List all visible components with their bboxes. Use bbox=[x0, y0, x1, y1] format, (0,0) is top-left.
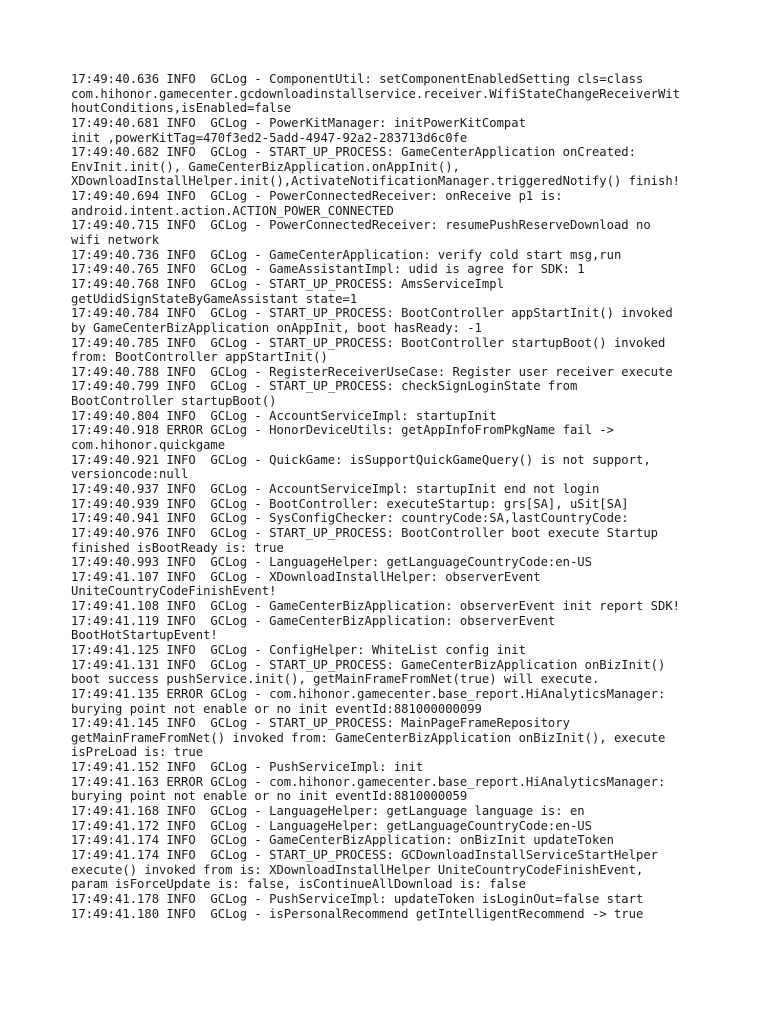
log-line: 17:49:40.799 INFO GCLog - START_UP_PROCESS: checkSignLoginState from bbox=[71, 379, 578, 394]
log-line: 17:49:41.135 ERROR GCLog - com.hihonor.gamecenter.base_report.HiAnalyticsManager: bbox=[71, 686, 666, 701]
log-line: 17:49:41.152 INFO GCLog - PushServiceImpl: init bbox=[71, 760, 424, 775]
log-line: from: BootController appStartInit() bbox=[71, 350, 328, 365]
log-line: 17:49:41.125 INFO GCLog - ConfigHelper: WhiteList config init bbox=[71, 642, 526, 657]
log-line: 17:49:41.119 INFO GCLog - GameCenterBizApplication: observerEvent bbox=[71, 613, 556, 628]
log-line: isPreLoad is: true bbox=[71, 745, 204, 760]
log-line: 17:49:40.976 INFO GCLog - START_UP_PROCESS: BootController boot execute Startup bbox=[71, 525, 658, 540]
log-line: com.hihonor.quickgame bbox=[71, 438, 226, 453]
log-line: 17:49:40.636 INFO GCLog - ComponentUtil: setComponentEnabledSetting cls=class bbox=[71, 72, 644, 86]
log-line: 17:49:41.107 INFO GCLog - XDownloadInstallHelper: observerEvent bbox=[71, 569, 541, 584]
log-line: 17:49:40.785 INFO GCLog - START_UP_PROCESS: BootController startupBoot() invoked bbox=[71, 335, 666, 350]
log-line: 17:49:41.178 INFO GCLog - PushServiceImpl: updateToken isLoginOut=false start bbox=[71, 891, 644, 906]
log-line: 17:49:40.694 INFO GCLog - PowerConnectedReceiver: onReceive p1 is: bbox=[71, 189, 563, 204]
log-line: getMainFrameFromNet() invoked from: GameCenterBizApplication onBizInit(), execute bbox=[71, 730, 666, 745]
log-line: 17:49:40.939 INFO GCLog - BootController: executeStartup: grs[SA], uSit[SA] bbox=[71, 496, 629, 511]
log-line: XDownloadInstallHelper.init(),ActivateNotificationManager.triggeredNotify() finish! bbox=[71, 174, 681, 189]
log-line: burying point not enable or no init eventId:8810000059 bbox=[71, 789, 468, 804]
log-line: boot success pushService.init(), getMainFrameFromNet(true) will execute. bbox=[71, 672, 600, 687]
log-line: 17:49:41.108 INFO GCLog - GameCenterBizApplication: observerEvent init report SDK! bbox=[71, 599, 681, 614]
log-line: 17:49:40.993 INFO GCLog - LanguageHelper: getLanguageCountryCode:en-US bbox=[71, 555, 592, 570]
log-line: EnvInit.init(), GameCenterBizApplication.onAppInit(), bbox=[71, 159, 460, 174]
log-line: 17:49:40.921 INFO GCLog - QuickGame: isSupportQuickGameQuery() is not support, bbox=[71, 452, 651, 467]
log-line: 17:49:41.172 INFO GCLog - LanguageHelper: getLanguageCountryCode:en-US bbox=[71, 818, 592, 833]
log-line: 17:49:41.180 INFO GCLog - isPersonalRecommend getIntelligentRecommend -> true bbox=[71, 906, 644, 921]
log-line: 17:49:40.941 INFO GCLog - SysConfigChecker: countryCode:SA,lastCountryCode: bbox=[71, 511, 629, 526]
log-line: BootHotStartupEvent! bbox=[71, 628, 218, 643]
log-line: versioncode:null bbox=[71, 467, 189, 482]
log-line: 17:49:40.788 INFO GCLog - RegisterReceiverUseCase: Register user receiver execute bbox=[71, 364, 673, 379]
log-line: 17:49:40.768 INFO GCLog - START_UP_PROCESS: AmsServiceImpl bbox=[71, 276, 504, 291]
log-line: 17:49:40.804 INFO GCLog - AccountServiceImpl: startupInit bbox=[71, 408, 497, 423]
log-line: burying point not enable or no init eventId:881000000099 bbox=[71, 701, 482, 716]
log-line: 17:49:41.168 INFO GCLog - LanguageHelper: getLanguage language is: en bbox=[71, 804, 585, 819]
log-line: execute() invoked from is: XDownloadInstallHelper UniteCountryCodeFinishEvent, bbox=[71, 862, 644, 877]
log-line: 17:49:41.131 INFO GCLog - START_UP_PROCESS: GameCenterBizApplication onBizInit() bbox=[71, 657, 666, 672]
log-line: 17:49:40.715 INFO GCLog - PowerConnectedReceiver: resumePushReserveDownload no bbox=[71, 218, 651, 233]
log-line: param isForceUpdate is: false, isContinueAllDownload is: false bbox=[71, 877, 526, 892]
log-line: houtConditions,isEnabled=false bbox=[71, 101, 292, 116]
log-text-block bbox=[71, 72, 751, 921]
log-line: 17:49:40.736 INFO GCLog - GameCenterApplication: verify cold start msg,run bbox=[71, 247, 622, 262]
log-line: BootController startupBoot() bbox=[71, 394, 277, 409]
log-line: 17:49:40.784 INFO GCLog - START_UP_PROCESS: BootController appStartInit() invoked bbox=[71, 306, 673, 321]
log-line: init ,powerKitTag=470f3ed2-5add-4947-92a2-283713d6c0fe bbox=[71, 130, 468, 145]
log-line: 17:49:41.145 INFO GCLog - START_UP_PROCESS: MainPageFrameRepository bbox=[71, 716, 570, 731]
log-line: 17:49:40.681 INFO GCLog - PowerKitManager: initPowerKitCompat bbox=[71, 115, 526, 130]
log-line: 17:49:40.918 ERROR GCLog - HonorDeviceUtils: getAppInfoFromPkgName fail -> bbox=[71, 423, 614, 438]
log-line: finished isBootReady is: true bbox=[71, 540, 284, 555]
log-line: 17:49:41.174 INFO GCLog - START_UP_PROCESS: GCDownloadInstallServiceStartHelper bbox=[71, 847, 658, 862]
log-line: UniteCountryCodeFinishEvent! bbox=[71, 584, 277, 599]
log-line: 17:49:40.682 INFO GCLog - START_UP_PROCESS: GameCenterApplication onCreated: bbox=[71, 145, 636, 160]
log-line: 17:49:40.765 INFO GCLog - GameAssistantImpl: udid is agree for SDK: 1 bbox=[71, 262, 585, 277]
log-line: android.intent.action.ACTION_POWER_CONNECTED bbox=[71, 203, 394, 218]
log-line: getUdidSignStateByGameAssistant state=1 bbox=[71, 291, 358, 306]
log-line: 17:49:41.163 ERROR GCLog - com.hihonor.gamecenter.base_report.HiAnalyticsManager: bbox=[71, 774, 666, 789]
log-line: by GameCenterBizApplication onAppInit, boot hasReady: -1 bbox=[71, 320, 482, 335]
log-line: com.hihonor.gamecenter.gcdownloadinstallservice.receiver.WifiStateChangeReceiverWit bbox=[71, 86, 681, 101]
log-line: 17:49:40.937 INFO GCLog - AccountServiceImpl: startupInit end not login bbox=[71, 481, 600, 496]
log-line: wifi network bbox=[71, 233, 160, 248]
log-line: 17:49:41.174 INFO GCLog - GameCenterBizApplication: onBizInit updateToken bbox=[71, 833, 614, 848]
